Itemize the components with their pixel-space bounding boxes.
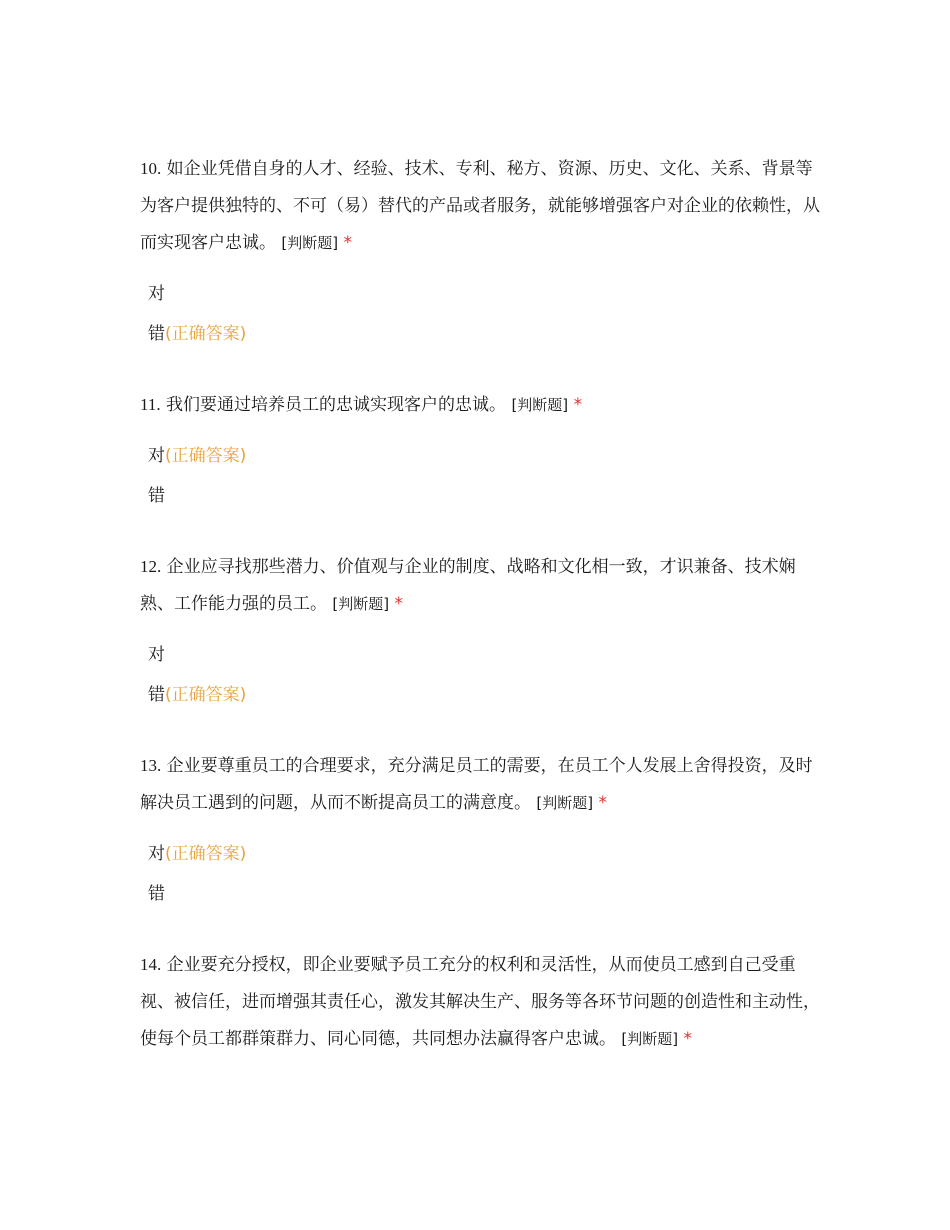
options — [140, 274, 820, 354]
question-text: 我们要通过培养员工的忠诚实现客户的忠诚。 — [166, 395, 507, 415]
required-mark: * — [573, 395, 583, 415]
question-type: [判断题] — [536, 794, 594, 812]
option-label: 错 — [148, 685, 165, 705]
option-label: 错 — [148, 884, 165, 904]
option-true[interactable] — [140, 274, 820, 314]
question-title — [140, 747, 820, 822]
question-number: 10. — [140, 159, 162, 178]
question-number: 14. — [140, 955, 162, 974]
question-10 — [140, 150, 820, 354]
option-true[interactable] — [140, 436, 820, 476]
question-11 — [140, 386, 820, 516]
option-true[interactable] — [140, 635, 820, 675]
option-false[interactable] — [140, 314, 820, 354]
question-list — [140, 150, 820, 1090]
option-label: 错 — [148, 324, 165, 344]
question-14 — [140, 946, 820, 1058]
options — [140, 436, 820, 516]
options — [140, 834, 820, 914]
question-type: [判断题] — [621, 1030, 679, 1048]
correct-answer-tag: (正确答案) — [165, 685, 247, 705]
question-number: 12. — [140, 557, 162, 576]
question-title — [140, 150, 820, 262]
option-true[interactable] — [140, 834, 820, 874]
question-title — [140, 386, 820, 424]
question-13 — [140, 747, 820, 914]
required-mark: * — [394, 594, 404, 614]
options — [140, 635, 820, 715]
correct-answer-tag: (正确答案) — [165, 844, 247, 864]
question-number: 11. — [140, 395, 161, 414]
required-mark: * — [683, 1029, 693, 1049]
option-label: 错 — [148, 486, 165, 506]
question-text: 如企业凭借自身的人才、经验、技术、专利、秘方、资源、历史、文化、关系、背景等为客户提供独特的、不可（易）替代的产品或者服务，就能够增强客户对企业的依赖性，从而实现客户忠诚。 — [140, 159, 820, 253]
option-label: 对 — [148, 446, 165, 466]
question-12 — [140, 548, 820, 715]
question-text: 企业要充分授权，即企业要赋予员工充分的权利和灵活性，从而使员工感到自己受重视、被信任，进而增强其责任心，激发其解决生产、服务等各环节问题的创造性和主动性，使每个员工都群策群力、同心同德，共同想办法赢得客户忠诚。 — [140, 955, 820, 1049]
question-type: [判断题] — [511, 396, 569, 414]
option-label: 对 — [148, 284, 165, 304]
option-label: 对 — [148, 645, 165, 665]
option-false[interactable] — [140, 874, 820, 914]
question-text: 企业应寻找那些潜力、价值观与企业的制度、战略和文化相一致，才识兼备、技术娴熟、工作能力强的员工。 — [140, 557, 796, 614]
required-mark: * — [343, 233, 353, 253]
option-false[interactable] — [140, 675, 820, 715]
correct-answer-tag: (正确答案) — [165, 324, 247, 344]
required-mark: * — [598, 793, 608, 813]
question-type: [判断题] — [281, 234, 339, 252]
question-type: [判断题] — [332, 595, 390, 613]
question-title — [140, 548, 820, 623]
correct-answer-tag: (正确答案) — [165, 446, 247, 466]
question-number: 13. — [140, 756, 162, 775]
option-false[interactable] — [140, 476, 820, 516]
option-label: 对 — [148, 844, 165, 864]
question-text: 企业要尊重员工的合理要求，充分满足员工的需要，在员工个人发展上舍得投资，及时解决员工遇到的问题，从而不断提高员工的满意度。 — [140, 756, 813, 813]
question-title — [140, 946, 820, 1058]
